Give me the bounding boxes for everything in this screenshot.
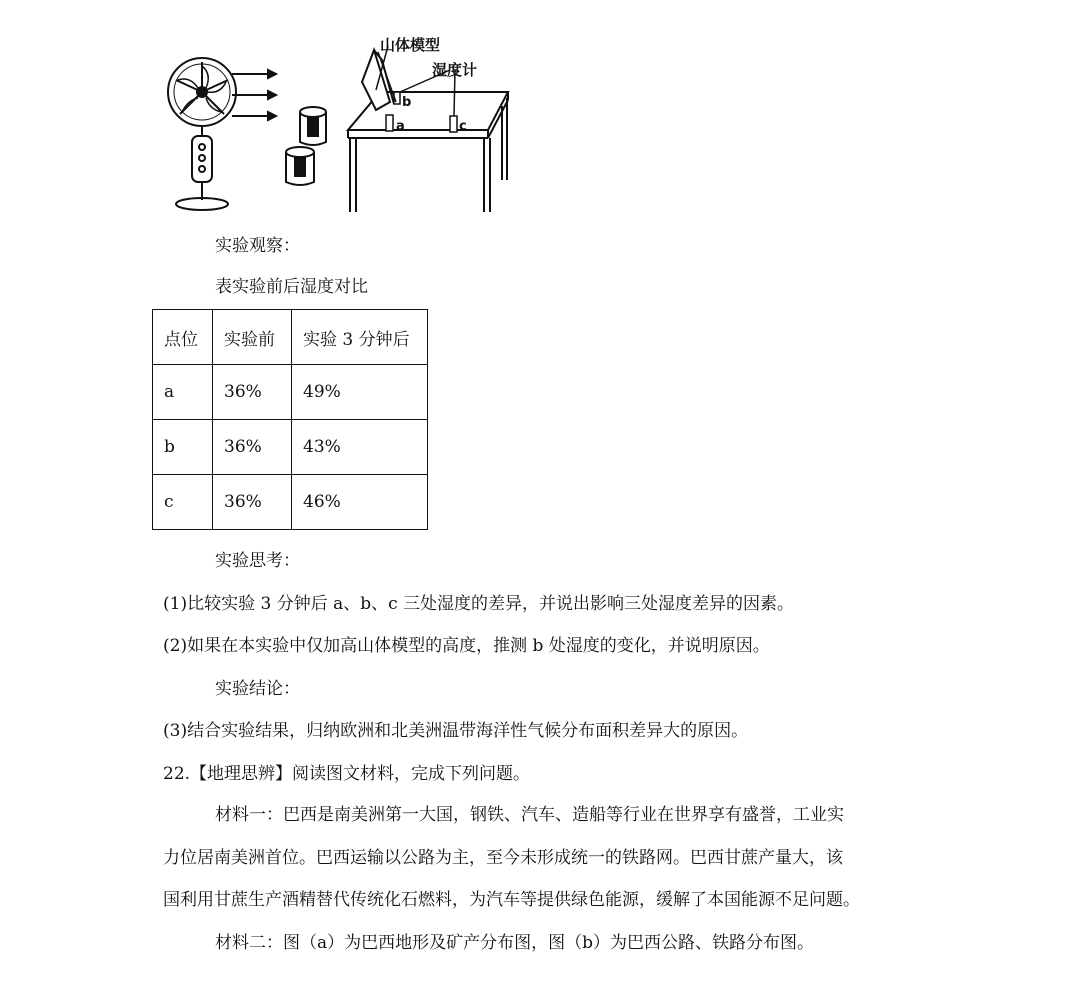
header-cell: 实验前 — [213, 310, 292, 365]
question-1: (1)比较实验 3 分钟后 a、b、c 三处湿度的差异，并说出影响三处湿度差异的因素。 — [163, 594, 795, 614]
conclusion-heading: 实验结论： — [215, 679, 300, 699]
question-3: (3)结合实验结果，归纳欧洲和北美洲温带海洋性气候分布面积差异大的原因。 — [163, 721, 749, 741]
table-row — [153, 420, 428, 475]
water-cup-icon — [286, 107, 326, 185]
desk-icon — [348, 92, 508, 212]
question-22: 22.【地理思辨】阅读图文材料，完成下列问题。 — [163, 764, 531, 784]
material-1-line-1: 材料一：巴西是南美洲第一大国，钢铁、汽车、造船等行业在世界享有盛誉，工业实 — [215, 805, 844, 825]
point-c-label: c — [459, 119, 467, 134]
wind-arrows-icon — [232, 70, 276, 120]
thinking-heading: 实验思考： — [215, 551, 300, 571]
point-a-label: a — [396, 119, 405, 134]
humidity-table — [152, 309, 428, 530]
point-b-label: b — [402, 95, 412, 110]
table-cell: c — [153, 475, 213, 530]
table-cell: 36% — [213, 365, 292, 420]
fan-icon — [168, 58, 236, 210]
table-cell: b — [153, 420, 213, 475]
question-2: (2)如果在本实验中仅加高山体模型的高度，推测 b 处湿度的变化，并说明原因。 — [163, 636, 770, 656]
header-cell: 点位 — [153, 310, 213, 365]
table-header-row — [153, 310, 428, 365]
hygrometer-label: 湿度计 — [432, 61, 478, 79]
material-1-line-2: 力位居南美洲首位。巴西运输以公路为主，至今未形成统一的铁路网。巴西甘蔗产量大，该 — [163, 848, 843, 868]
mountain-model-label: 山体模型 — [380, 36, 441, 54]
header-cell: 实验 3 分钟后 — [292, 310, 428, 365]
table-caption: 表实验前后湿度对比 — [215, 277, 368, 297]
table-row — [153, 365, 428, 420]
experiment-figure — [150, 30, 530, 220]
material-2: 材料二：图（a）为巴西地形及矿产分布图，图（b）为巴西公路、铁路分布图。 — [215, 933, 815, 953]
table-cell: 36% — [213, 475, 292, 530]
material-1-line-3: 国利用甘蔗生产酒精替代传统化石燃料，为汽车等提供绿色能源，缓解了本国能源不足问题。 — [163, 890, 860, 910]
table-cell: 49% — [292, 365, 428, 420]
table-row — [153, 475, 428, 530]
table-cell: 43% — [292, 420, 428, 475]
table-cell: 36% — [213, 420, 292, 475]
experiment-illustration — [150, 30, 530, 220]
observation-heading: 实验观察： — [215, 236, 300, 256]
table-cell: a — [153, 365, 213, 420]
table-cell: 46% — [292, 475, 428, 530]
